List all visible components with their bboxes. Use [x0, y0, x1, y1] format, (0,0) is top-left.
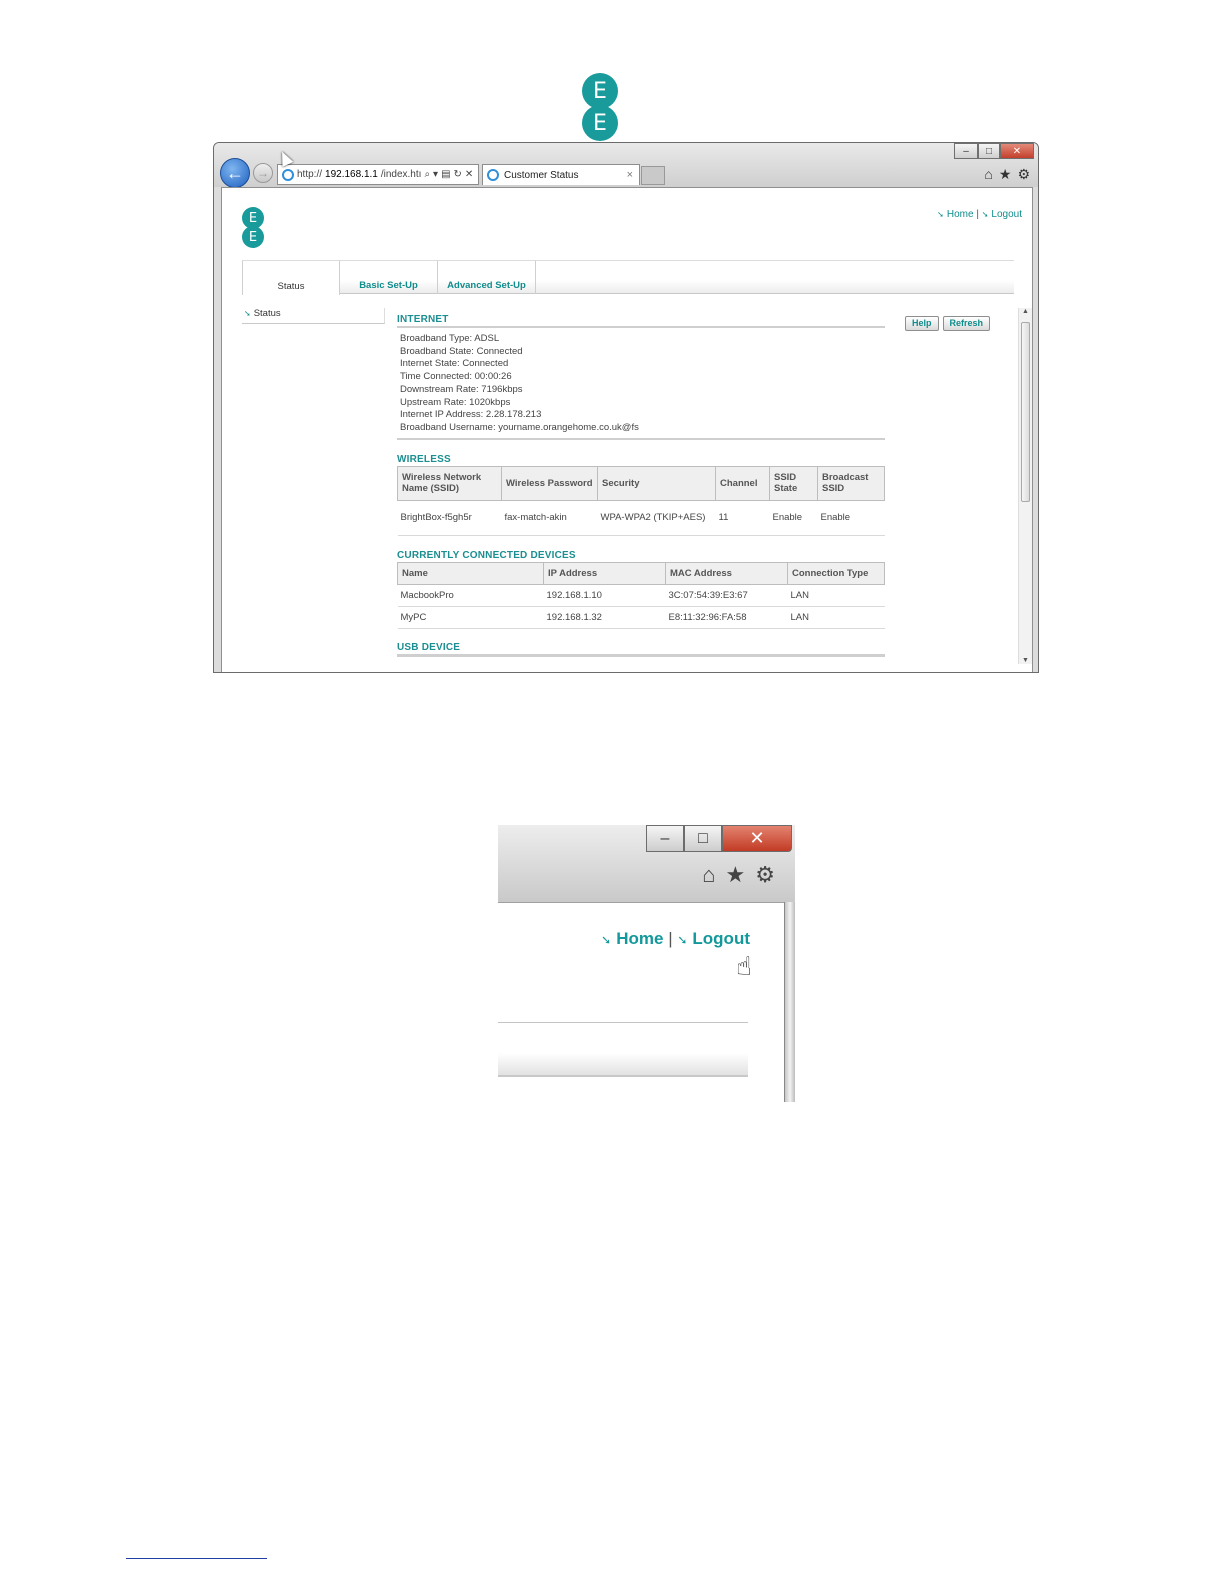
back-button[interactable]: ←: [220, 158, 250, 188]
zoomed-inset: [498, 825, 795, 1102]
wireless-table: [397, 466, 885, 536]
ie-icon: [487, 169, 499, 181]
maximize-button[interactable]: □: [684, 825, 722, 852]
table-cell: BrightBox-f5gh5r: [398, 500, 502, 535]
main-tabs: [242, 260, 1014, 294]
table-cell: LAN: [788, 584, 885, 606]
close-button[interactable]: ✕: [722, 825, 792, 852]
refresh-button[interactable]: Refresh: [943, 316, 991, 331]
table-cell: 192.168.1.10: [544, 584, 666, 606]
tab-status[interactable]: Status: [242, 261, 340, 295]
vertical-scrollbar[interactable]: [1018, 308, 1032, 664]
tab-title: Customer Status: [504, 169, 579, 181]
table-cell: 3C:07:54:39:E3:67: [666, 584, 788, 606]
info-line: Broadband Username: yourname.orangehome.co.uk@fs: [400, 421, 639, 433]
info-line: Internet IP Address: 2.28.178.213: [400, 409, 542, 421]
column-header: Connection Type: [788, 562, 885, 584]
column-header: MAC Address: [666, 562, 788, 584]
home-icon[interactable]: ⌂: [702, 862, 716, 887]
arrow-icon: ➘: [601, 933, 612, 947]
link-separator: |: [668, 929, 673, 948]
table-cell: E8:11:32:96:FA:58: [666, 606, 788, 628]
scroll-up-icon[interactable]: ▲: [1022, 308, 1029, 315]
logout-link[interactable]: Logout: [692, 929, 750, 948]
table-cell: fax-match-akin: [502, 500, 598, 535]
table-row: [398, 500, 885, 535]
router-page: [221, 187, 1033, 673]
maximize-button[interactable]: □: [978, 143, 1000, 159]
ee-logo-letter: E: [242, 226, 264, 248]
column-header: Wireless Password: [502, 466, 598, 500]
tab-basic-setup[interactable]: Basic Set-Up: [340, 261, 438, 294]
tab-customer-status[interactable]: [482, 164, 640, 185]
ee-logo: [582, 73, 618, 141]
info-line: Broadband Type: ADSL: [400, 333, 500, 344]
info-line: Internet State: Connected: [400, 358, 509, 370]
address-bar[interactable]: [277, 164, 479, 185]
column-header: Security: [598, 466, 716, 500]
info-line: Time Connected: 00:00:26: [400, 371, 512, 383]
tab-close-icon[interactable]: ×: [626, 169, 633, 181]
table-cell: Enable: [818, 500, 885, 535]
table-row: [398, 584, 885, 606]
star-icon[interactable]: ★: [998, 166, 1012, 182]
info-line: Broadband State: Connected: [400, 345, 523, 357]
devices-table: [397, 562, 885, 629]
forward-button[interactable]: →: [253, 163, 273, 183]
column-header: Channel: [716, 466, 770, 500]
browser-tools: [984, 166, 1030, 183]
table-cell: 11: [716, 500, 770, 535]
arrow-icon: ➘: [677, 933, 688, 947]
section-title-internet: INTERNET: [397, 314, 885, 328]
internet-info: [397, 328, 885, 440]
search-icon[interactable]: ⌕: [424, 169, 431, 180]
address-path: /index.htı: [380, 169, 422, 180]
table-header-row: [398, 466, 885, 500]
minimize-button[interactable]: –: [954, 143, 978, 159]
compat-icon[interactable]: ▤: [441, 169, 451, 180]
sidebar-item-status[interactable]: [242, 308, 385, 324]
tab-advanced-setup[interactable]: Advanced Set-Up: [438, 261, 536, 294]
column-header: Name: [398, 562, 544, 584]
table-cell: 192.168.1.32: [544, 606, 666, 628]
address-host: 192.168.1.1: [325, 169, 378, 180]
home-link[interactable]: Home: [946, 209, 974, 220]
address-prefix: http://: [297, 169, 323, 180]
info-line: Upstream Rate: 1020kbps: [400, 396, 511, 408]
column-header: Wireless Network Name (SSID): [398, 466, 502, 500]
link-separator: |: [976, 209, 979, 220]
top-links: [937, 209, 1022, 220]
status-content: [397, 314, 885, 657]
help-button[interactable]: Help: [905, 316, 939, 331]
gear-icon[interactable]: ⚙: [755, 862, 775, 887]
table-row: [398, 606, 885, 628]
arrow-icon: ➘: [937, 210, 944, 219]
table-cell: Enable: [770, 500, 818, 535]
window-controls: [646, 825, 792, 852]
ee-logo-letter: E: [582, 73, 618, 109]
browser-tools: [702, 862, 775, 888]
ee-logo-letter: E: [582, 105, 618, 141]
sidebar-item-label: Status: [253, 308, 281, 319]
browser-window: [213, 142, 1039, 673]
table-cell: WPA-WPA2 (TKIP+AES): [598, 500, 716, 535]
scrollbar-thumb[interactable]: [1021, 322, 1030, 502]
hand-cursor-icon: ☝: [736, 951, 752, 981]
ie-icon: [282, 169, 294, 181]
star-icon[interactable]: ★: [725, 862, 746, 887]
section-title-wireless: WIRELESS: [397, 453, 451, 465]
section-title-devices: CURRENTLY CONNECTED DEVICES: [397, 549, 576, 561]
window-border: [784, 902, 795, 1102]
logout-link[interactable]: Logout: [991, 209, 1022, 220]
home-link[interactable]: Home: [616, 929, 664, 948]
divider: [498, 1022, 748, 1023]
ee-logo: [242, 207, 264, 248]
section-title-usb: USB DEVICE: [397, 642, 885, 657]
top-links: [601, 929, 750, 949]
table-cell: MyPC: [398, 606, 544, 628]
refresh-icon[interactable]: ↻: [453, 169, 462, 180]
scroll-down-icon[interactable]: ▼: [1022, 657, 1029, 664]
table-cell: LAN: [788, 606, 885, 628]
table-header-row: [398, 562, 885, 584]
new-tab-button[interactable]: [641, 166, 665, 185]
column-header: SSID State: [770, 466, 818, 500]
table-cell: MacbookPro: [398, 584, 544, 606]
action-buttons: [905, 316, 990, 331]
footnote-rule: [126, 1558, 267, 1559]
window-controls: [954, 143, 1034, 159]
home-icon[interactable]: ⌂: [984, 166, 993, 182]
column-header: Broadcast SSID: [818, 466, 885, 500]
info-line: Downstream Rate: 7196kbps: [400, 383, 523, 395]
column-header: IP Address: [544, 562, 666, 584]
arrow-icon: ➘: [981, 210, 989, 219]
arrow-icon: ➘: [244, 309, 251, 318]
gear-icon[interactable]: ⚙: [1017, 166, 1030, 182]
minimize-button[interactable]: –: [646, 825, 684, 852]
dropdown-icon[interactable]: ▾: [433, 169, 439, 180]
stop-icon[interactable]: ✕: [464, 169, 474, 180]
tab-bar: [498, 1053, 748, 1077]
ee-logo-letter: E: [242, 207, 264, 229]
close-button[interactable]: ✕: [1000, 143, 1034, 159]
